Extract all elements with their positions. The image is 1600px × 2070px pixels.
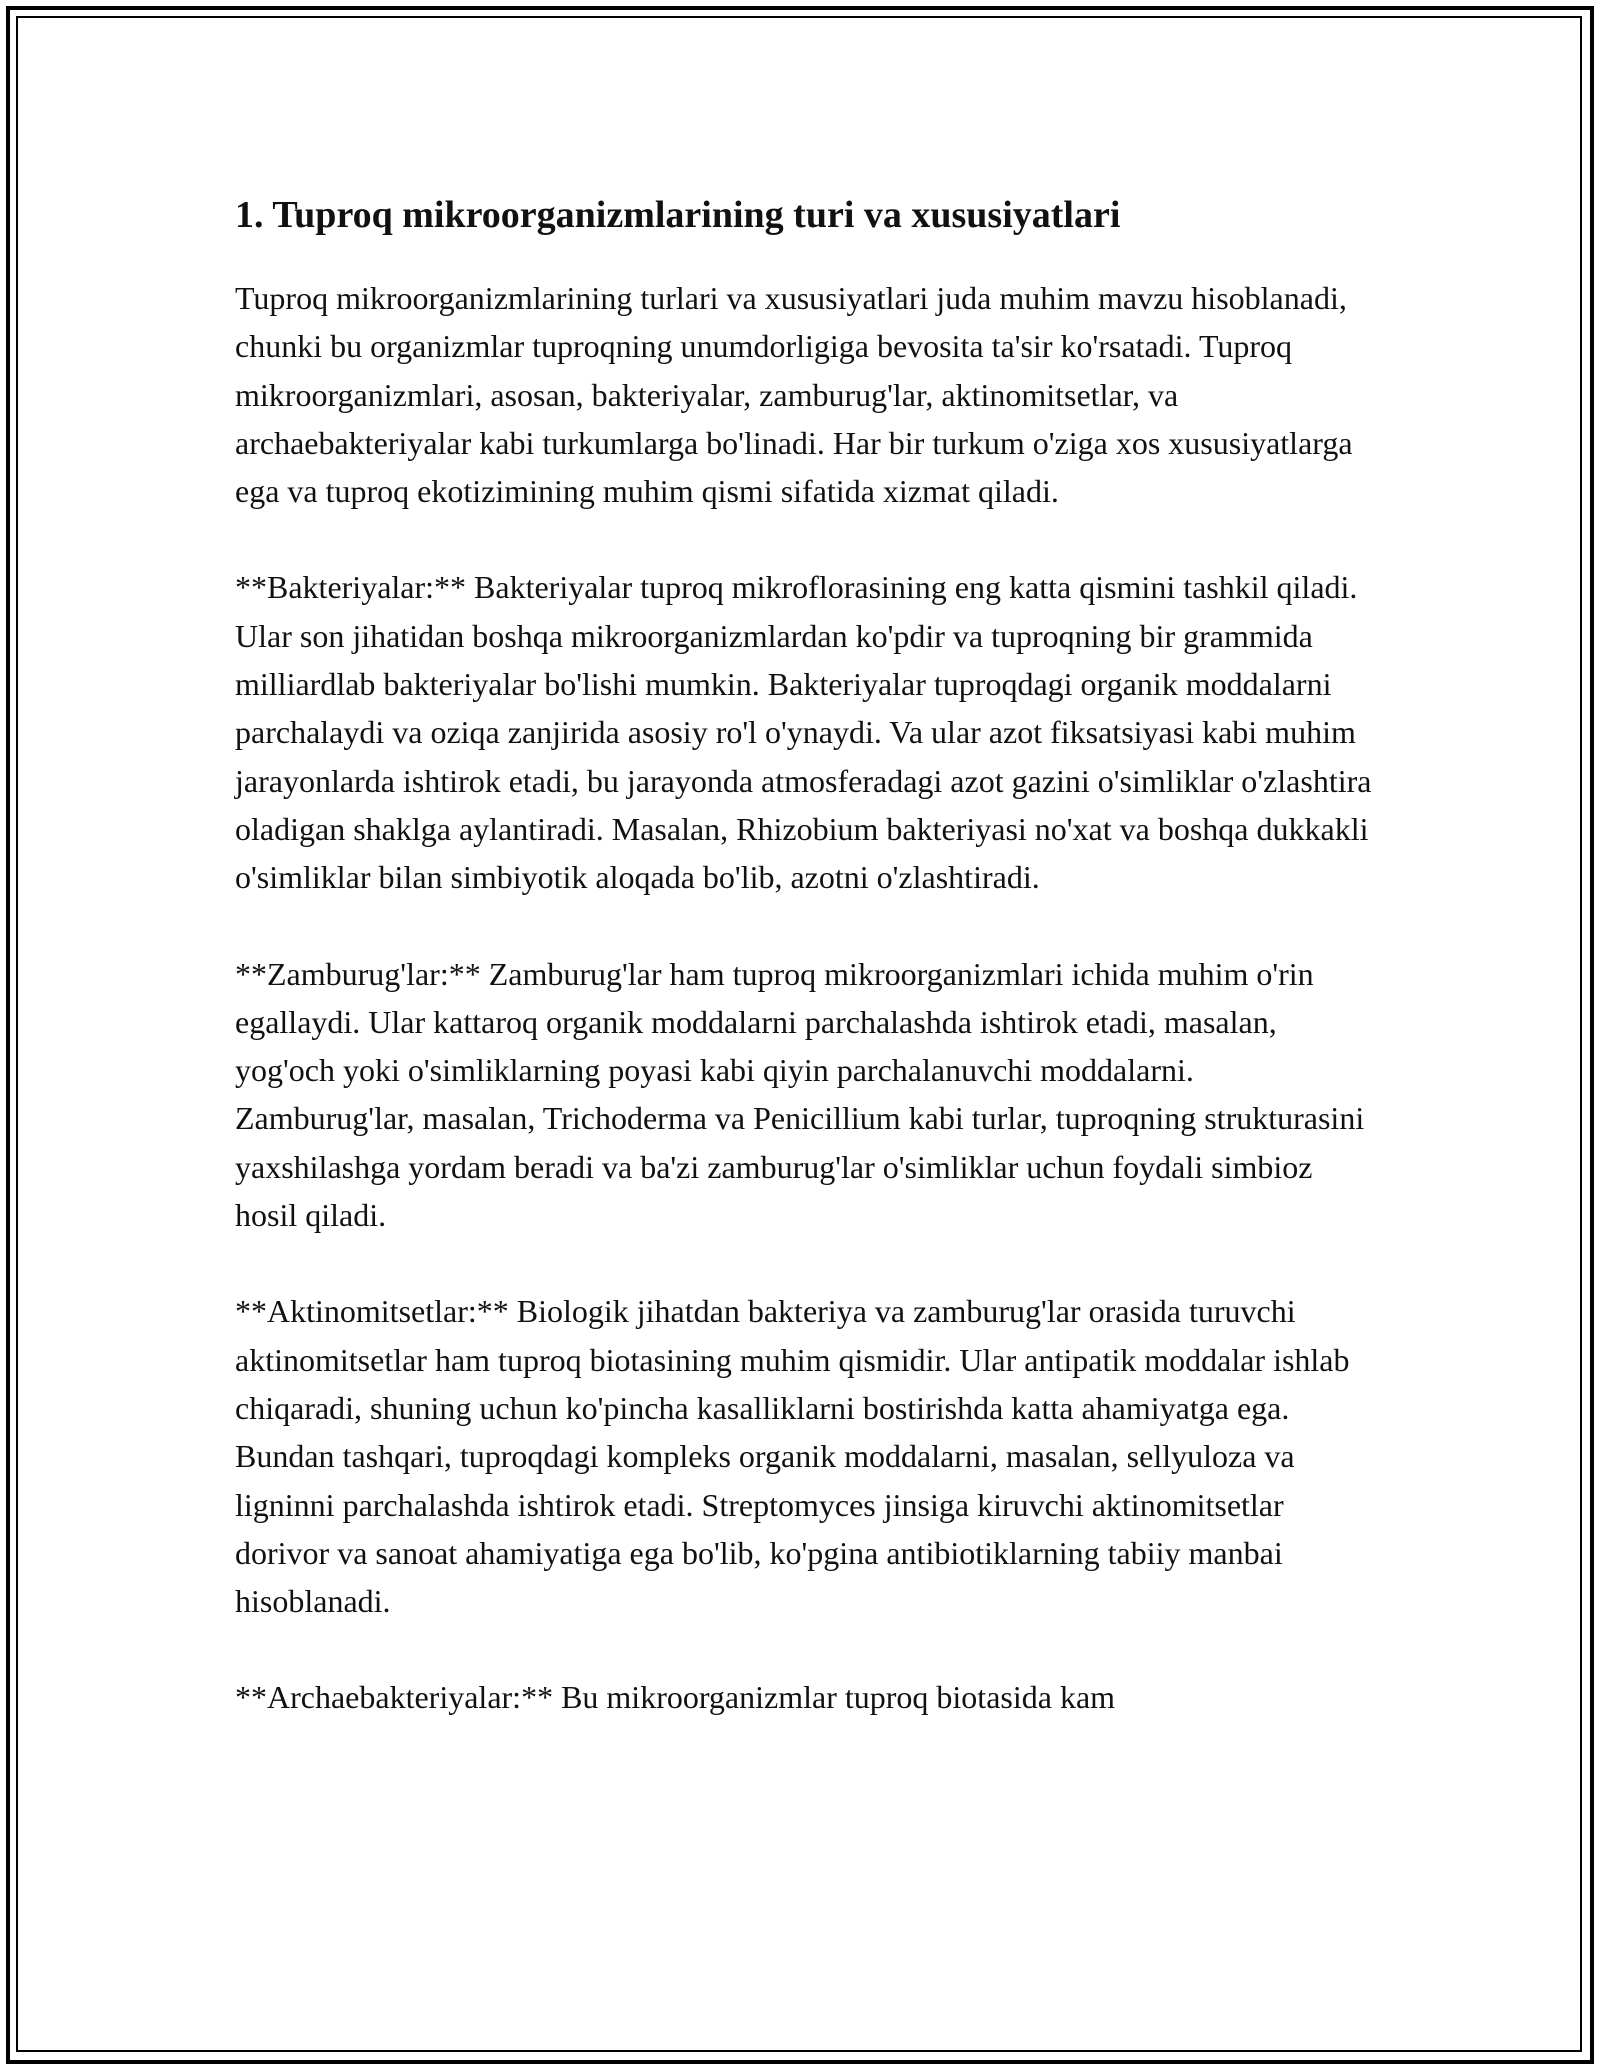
- section-heading: 1. Tuproq mikroorganizmlarining turi va xususiyatlari: [235, 194, 1121, 236]
- fungi-paragraph: **Zamburug'lar:** Zamburug'lar ham tuproq mikroorganizmlari ichida muhim o'rin egallaydi. Ular kattaroq organik moddalarni parchalashda ishtirok etadi, masalan, yog'och yoki o'simliklarning poyasi kabi qiyin parchalanuvchi moddalarni. Zamburug'lar, masalan, Trichoderma va Penicillium kabi turlar, tuproqning strukturasini yaxshilashga yordam beradi va ba'zi zamburug'lar o'simliklar uchun foydali simbioz hosil qiladi.: [235, 955, 1365, 1234]
- bacteria-paragraph: **Bakteriyalar:** Bakteriyalar tuproq mikroflorasining eng katta qismini tashkil qiladi. Ular son jihatidan boshqa mikroorganizmlardan ko'pdir va tuproqning bir grammida milliardlab bakteriyalar bo'lishi mumkin. Bakteriyalar tuproqdagi organik moddalarni parchalaydi va oziqa zanjirida asosiy ro'l o'ynaydi. Va ular azot fiksatsiyasi kabi muhim jarayonlarda ishtirok etadi, bu jarayonda atmosferadagi azot gazini o'simliklar o'zlashtira oladigan shaklga aylantiradi. Masalan, Rhizobium bakteriyasi no'xat va boshqa dukkakli o'simliklar bilan simbiyotik aloqada bo'lib, azotni o'zlashtiradi.: [235, 569, 1372, 896]
- intro-paragraph: Tuproq mikroorganizmlarining turlari va xususiyatlari juda muhim mavzu hisoblanadi, chunki bu organizmlar tuproqning unumdorligiga bevosita ta'sir ko'rsatadi. Tuproq mikroorganizmlari, asosan, bakteriyalar, zamburug'lar, aktinomitsetlar, va archaebakteriyalar kabi turkumlarga bo'linadi. Har bir turkum o'ziga xos xususiyatlarga ega va tuproq ekotizimining muhim qismi sifatida xizmat qiladi.: [235, 280, 1353, 510]
- archaebacteria-paragraph: **Archaebakteriyalar:** Bu mikroorganizmlar tuproq biotasida kam: [235, 1679, 1116, 1716]
- document-body: [235, 186, 1380, 1770]
- actinomycetes-paragraph: **Aktinomitsetlar:** Biologik jihatdan bakteriya va zamburug'lar orasida turuvchi aktinomitsetlar ham tuproq biotasining muhim qismidir. Ular antipatik moddalar ishlab chiqaradi, shuning uchun ko'pincha kasalliklarni bostirishda katta ahamiyatga ega. Bundan tashqari, tuproqdagi kompleks organik moddalarni, masalan, sellyuloza va ligninni parchalashda ishtirok etadi. Streptomyces jinsiga kiruvchi aktinomitsetlar dorivor va sanoat ahamiyatiga ega bo'lib, ko'pgina antibiotiklarning tabiiy manbai hisoblanadi.: [235, 1293, 1350, 1620]
